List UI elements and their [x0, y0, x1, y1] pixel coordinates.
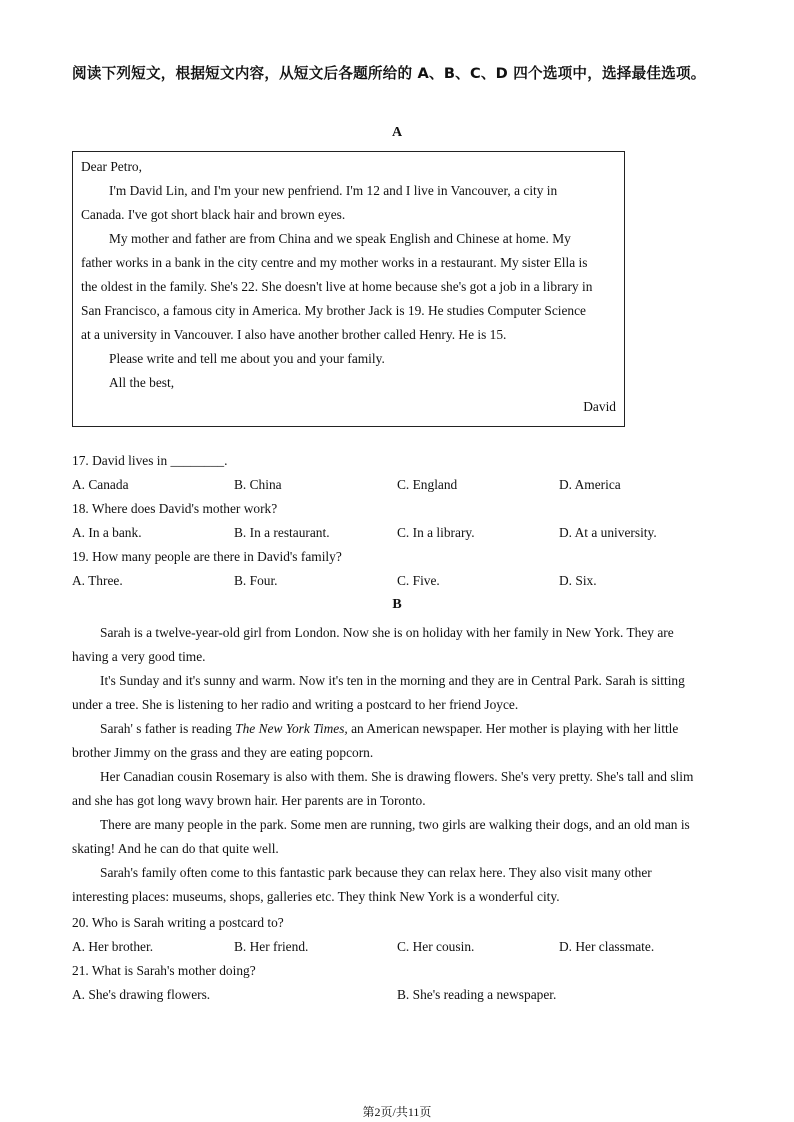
answer-option[interactable]: A. Her brother. [72, 939, 154, 954]
letter-line: I'm David Lin, and I'm your new penfriend. I'm 12 and I live in Vancouver, a city in [109, 183, 558, 198]
answer-option[interactable]: B. In a restaurant. [234, 525, 330, 540]
answer-option[interactable]: D. At a university. [559, 525, 657, 540]
passage-line: Sarah's family often come to this fantastic park because they can relax here. They also visit many other [100, 865, 652, 880]
passage-text: an American newspaper. Her mother is playing with her little [347, 721, 679, 736]
question-stem: 17. David lives in ________. [72, 453, 228, 468]
letter-line: Please write and tell me about you and your family. [109, 351, 385, 366]
answer-option[interactable]: B. She's reading a newspaper. [397, 987, 557, 1002]
instructions: 阅读下列短文，根据短文内容，从短文后各题所给的 A、B、C、D 四个选项中，选择最佳选项。 [72, 65, 706, 82]
letter-line: Canada. I've got short black hair and brown eyes. [81, 207, 346, 222]
letter-box [72, 151, 625, 427]
letter-line: My mother and father are from China and we speak English and Chinese at home. My [109, 231, 571, 246]
answer-option[interactable]: C. England [397, 477, 458, 492]
question-stem: 19. How many people are there in David's family? [72, 549, 342, 564]
answer-option[interactable]: B. Four. [234, 573, 278, 588]
answer-option[interactable]: D. Six. [559, 573, 597, 588]
letter-signature: David [583, 399, 616, 414]
answer-option[interactable]: C. In a library. [397, 525, 475, 540]
passage-line: under a tree. She is listening to her radio and writing a postcard to her friend Joyce. [72, 697, 519, 712]
letter-greeting: Dear Petro, [81, 159, 142, 174]
letter-line: San Francisco, a famous city in America. My brother Jack is 19. He studies Computer Science [81, 303, 587, 318]
page-footer: 第2页/共11页 [362, 1105, 432, 1119]
question-stem: 21. What is Sarah's mother doing? [72, 963, 256, 978]
answer-option[interactable]: A. Three. [72, 573, 123, 588]
passage-line: It's Sunday and it's sunny and warm. Now it's ten in the morning and they are in Central Park. Sarah is sitting [100, 673, 685, 688]
passage-line: Her Canadian cousin Rosemary is also with them. She is drawing flowers. She's very pretty. She's tall and slim [100, 769, 694, 784]
passage-line: having a very good time. [72, 649, 206, 664]
passage-line: interesting places: museums, shops, galleries etc. They think New York is a wonderful city. [72, 889, 560, 904]
answer-option[interactable]: B. China [234, 477, 282, 492]
letter-line: at a university in Vancouver. I also have another brother called Henry. He is 15. [81, 327, 507, 342]
question-stem: 18. Where does David's mother work? [72, 501, 278, 516]
passage-line: skating! And he can do that quite well. [72, 841, 279, 856]
question-stem: 20. Who is Sarah writing a postcard to? [72, 915, 284, 930]
answer-option[interactable]: B. Her friend. [234, 939, 309, 954]
passage-line: and she has got long wavy brown hair. Her parents are in Toronto. [72, 793, 426, 808]
passage-line [100, 719, 678, 739]
section-b-title: B [392, 597, 402, 612]
passage-line: brother Jimmy on the grass and they are eating popcorn. [72, 745, 374, 760]
letter-line: the oldest in the family. She's 22. She doesn't live at home because she's got a job in a library in [81, 279, 593, 294]
answer-option[interactable]: D. America [559, 477, 621, 492]
passage-line: Sarah is a twelve-year-old girl from London. Now she is on holiday with her family in New York. They are [100, 625, 674, 640]
answer-option[interactable]: C. Five. [397, 573, 440, 588]
newspaper-title: The New York Times, [235, 721, 348, 736]
answer-option[interactable]: A. Canada [72, 477, 129, 492]
section-a-title: A [391, 125, 403, 140]
answer-option[interactable]: C. Her cousin. [397, 939, 475, 954]
passage-line: There are many people in the park. Some men are running, two girls are walking their dogs, and an old man is [100, 817, 690, 832]
passage-text: Sarah' s father is reading [100, 721, 236, 736]
letter-line: father works in a bank in the city centre and my mother works in a restaurant. My sister Ella is [81, 255, 588, 270]
answer-option[interactable]: A. She's drawing flowers. [72, 987, 211, 1002]
answer-option[interactable]: A. In a bank. [72, 525, 142, 540]
answer-option[interactable]: D. Her classmate. [559, 939, 655, 954]
letter-line: All the best, [109, 375, 175, 390]
